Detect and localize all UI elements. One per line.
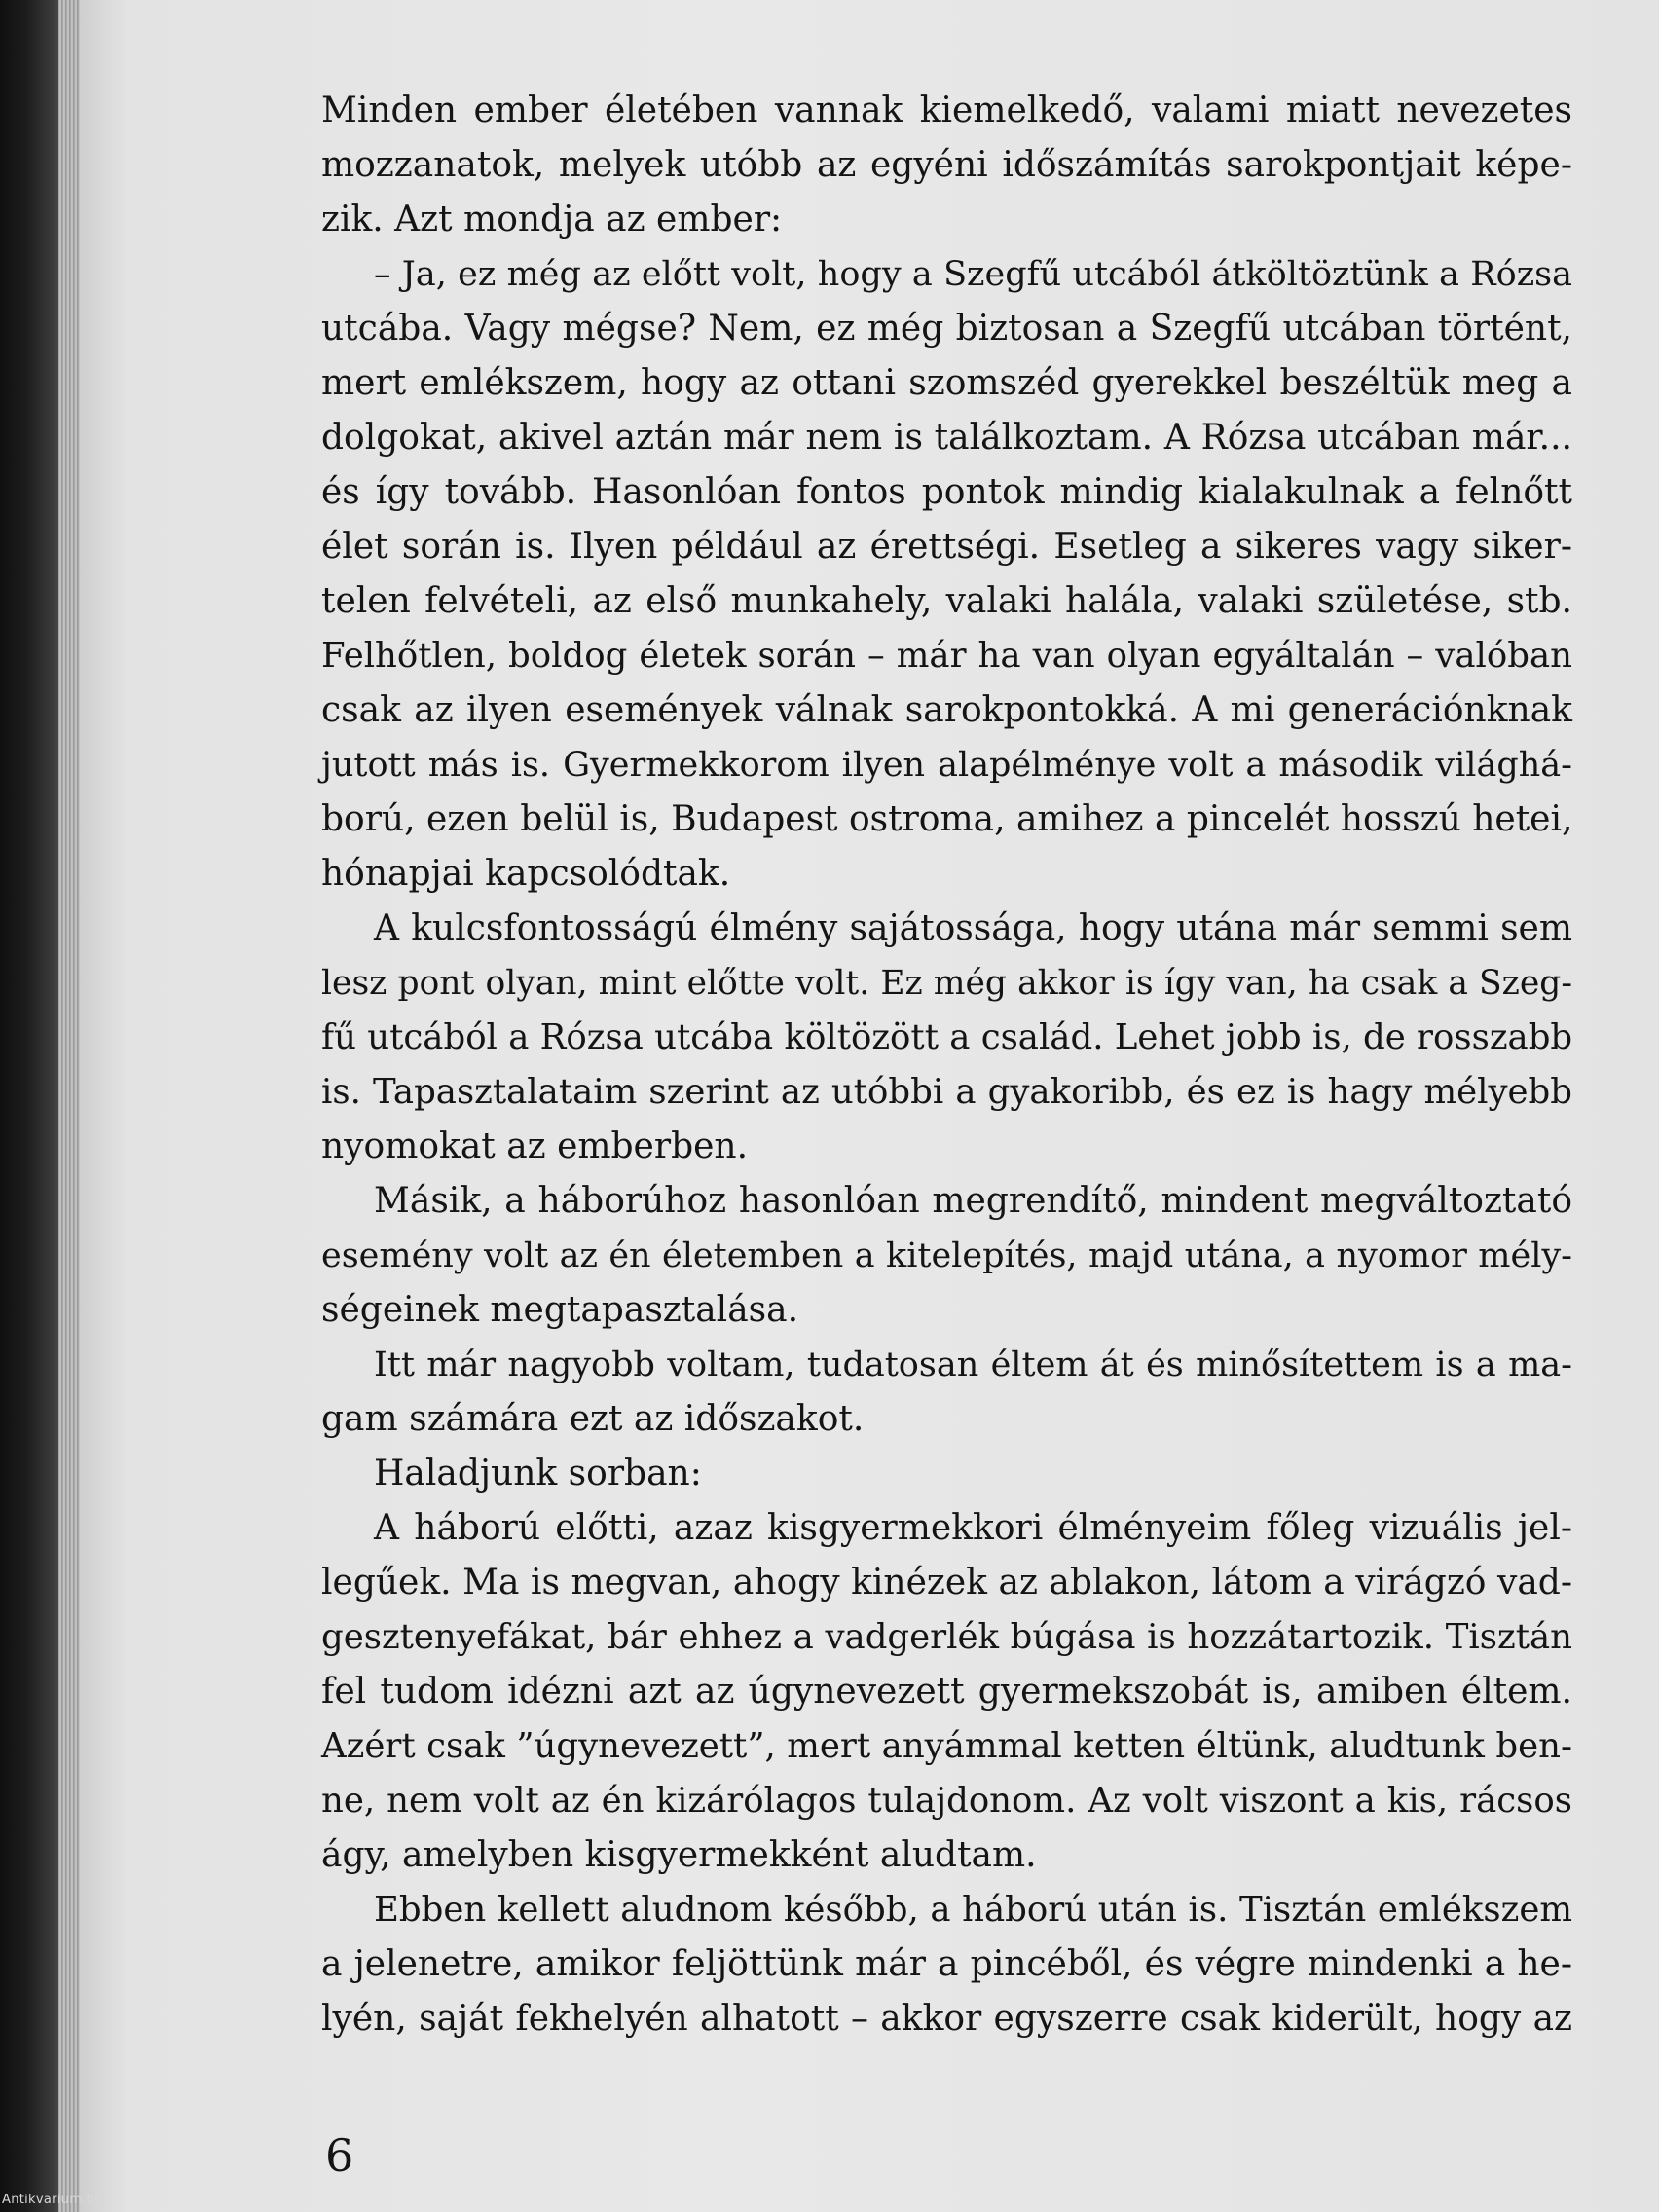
text-line: ágy, amelyben kisgyermekként aludtam. [321,1835,1037,1875]
watermark-text: Antikvarium.hu [2,2193,103,2207]
page-edges [58,0,80,2212]
text-line: Felhőtlen, boldog életek során – már ha van olyan egyáltalán – valóban [321,636,1572,676]
text-line: élet során is. Ilyen például az érettségi. Esetleg a sikeres vagy siker- [321,527,1572,567]
text-line: utcába. Vagy mégse? Nem, ez még biztosan a Szegfű utcában történt, [321,309,1572,349]
text-line: gesztenyefákat, bár ehhez a vadgerlék búgása is hozzátartozik. Tisztán [321,1617,1572,1657]
text-line: A kulcsfontosságú élmény sajátossága, hogy utána már semmi sem [374,908,1572,948]
text-line: telen felvételi, az első munkahely, valaki halála, valaki születése, stb. [321,581,1572,621]
text-line: Másik, a háborúhoz hasonlóan megrendítő, mindent megváltoztató [374,1181,1572,1221]
text-line: lesz pont olyan, mint előtte volt. Ez még akkor is így van, ha csak a Szeg- [321,964,1572,1003]
text-line: legűek. Ma is megvan, ahogy kinézek az ablakon, látom a virágzó vad- [321,1563,1572,1603]
text-line: mert emlékszem, hogy az ottani szomszéd gyerekkel beszéltük meg a [321,363,1572,403]
text-line: jutott más is. Gyermekkorom ilyen alapélménye volt a második világhá- [321,746,1572,785]
text-line: lyén, saját fekhelyén alhatott – akkor egyszerre csak kiderült, hogy az [321,1999,1572,2039]
text-line: fű utcából a Rózsa utcába költözött a család. Lehet jobb is, de rosszabb [321,1017,1573,1057]
text-line: fel tudom idézni azt az úgynevezett gyermekszobát is, amiben éltem. [321,1672,1572,1712]
text-line: zik. Azt mondja az ember: [321,200,783,240]
text-line: ne, nem volt az én kizárólagos tulajdonom. Az volt viszont a kis, rácsos [321,1781,1572,1821]
text-line: a jelenetre, amikor feljöttünk már a pincéből, és végre mindenki a he- [321,1944,1572,1984]
text-line: nyomokat az emberben. [321,1126,749,1166]
text-line: csak az ilyen események válnak sarokpontokká. A mi generációnknak [321,690,1572,730]
text-line: gam számára ezt az időszakot. [321,1399,865,1439]
text-line: esemény volt az én életemben a kitelepítés, majd utána, a nyomor mély- [321,1236,1572,1275]
text-line: mozzanatok, melyek utóbb az egyéni időszámítás sarokpontjait képe- [321,145,1572,185]
text-line: Minden ember életében vannak kiemelkedő, valami miatt nevezetes [321,91,1572,130]
body-text [321,84,1572,2046]
text-line: Haladjunk sorban: [374,1454,702,1493]
text-line: Azért csak ”úgynevezett”, mert anyámmal ketten éltünk, aludtunk ben- [321,1726,1572,1766]
text-line: A háború előtti, azaz kisgyermekkori élményeim főleg vizuális jel- [374,1508,1572,1548]
text-line: és így tovább. Hasonlóan fontos pontok mindig kialakulnak a felnőtt [321,472,1572,512]
text-line: is. Tapasztalataim szerint az utóbbi a gyakoribb, és ez is hagy mélyebb [321,1072,1572,1112]
text-line: – Ja, ez még az előtt volt, hogy a Szegfű utcából átköltöztünk a Rózsa [374,255,1572,294]
text-line: ségeinek megtapasztalása. [321,1290,799,1330]
text-line: hónapjai kapcsolódtak. [321,854,731,894]
text-line: Ebben kellett aludnom később, a háború után is. Tisztán emlékszem [374,1890,1572,1930]
page-number: 6 [325,2129,354,2182]
text-line: ború, ezen belül is, Budapest ostroma, amihez a pincelét hosszú hetei, [321,799,1573,839]
text-line: Itt már nagyobb voltam, tudatosan éltem át és minősítettem is a ma- [374,1346,1572,1384]
text-line: dolgokat, akivel aztán már nem is találkoztam. A Rózsa utcában már... [321,418,1572,458]
